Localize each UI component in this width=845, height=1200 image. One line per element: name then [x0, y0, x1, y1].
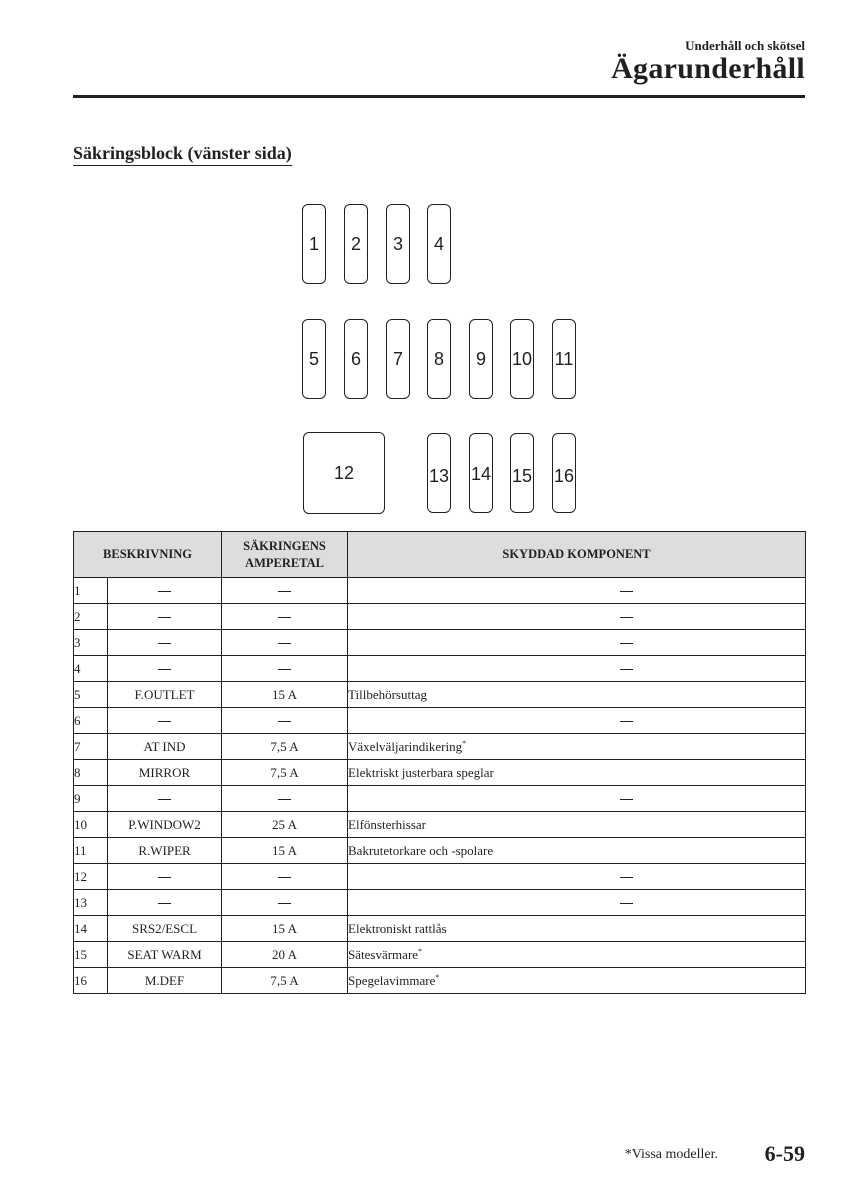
fuse-slot — [344, 204, 368, 284]
table-row — [74, 708, 806, 734]
footnote-marker: * — [435, 972, 440, 982]
fuse-slot — [302, 319, 326, 399]
table-body — [74, 578, 806, 994]
fuse-number-cell: 15 — [74, 942, 108, 968]
fuse-number-cell: 3 — [74, 630, 108, 656]
fuse-table — [73, 531, 806, 994]
fuse-label: 2 — [350, 233, 361, 254]
description-cell-text: SEAT WARM — [127, 946, 202, 962]
amperage-cell-text: 7,5 A — [270, 738, 299, 754]
amperage-cell — [222, 786, 348, 812]
component-cell-text: Bakrutetorkare och -spolare — [348, 842, 494, 858]
component-cell — [348, 682, 806, 708]
fuse-label: 13 — [428, 465, 450, 486]
fuse-slot — [427, 204, 451, 284]
header-amperage — [222, 532, 348, 578]
chapter-title: Ägarunderhåll — [611, 52, 805, 85]
header-amperage-line2: AMPERETAL — [245, 555, 324, 570]
amperage-cell — [222, 838, 348, 864]
empty-dash — [620, 903, 633, 904]
empty-dash — [278, 669, 291, 670]
fuse-label: 10 — [511, 348, 533, 369]
header-amperage-line1: SÄKRINGENS — [243, 538, 326, 553]
component-cell — [348, 604, 806, 630]
table-row — [74, 578, 806, 604]
component-cell — [348, 708, 806, 734]
description-cell — [108, 682, 222, 708]
empty-dash — [158, 799, 171, 800]
empty-dash — [158, 877, 171, 878]
component-cell-text: Elfönsterhissar — [348, 816, 426, 832]
component-cell — [348, 578, 806, 604]
table-row — [74, 786, 806, 812]
footnote-marker: * — [418, 946, 423, 956]
amperage-cell — [222, 812, 348, 838]
table-row — [74, 734, 806, 760]
fuse-label: 7 — [392, 348, 403, 369]
component-cell — [348, 916, 806, 942]
amperage-cell — [222, 578, 348, 604]
component-cell — [348, 786, 806, 812]
description-cell-text: R.WIPER — [138, 842, 191, 858]
fuse-number-cell: 7 — [74, 734, 108, 760]
description-cell — [108, 708, 222, 734]
table-row — [74, 838, 806, 864]
description-cell — [108, 812, 222, 838]
amperage-cell — [222, 682, 348, 708]
fuse-number-cell: 2 — [74, 604, 108, 630]
component-cell — [348, 656, 806, 682]
table-row — [74, 864, 806, 890]
fuse-label: 12 — [333, 462, 355, 483]
fuse-slot — [552, 433, 576, 513]
component-cell — [348, 968, 806, 994]
page-number: 6-59 — [764, 1141, 805, 1166]
empty-dash — [620, 591, 633, 592]
footnote-marker: * — [462, 738, 467, 748]
fuse-number-cell: 10 — [74, 812, 108, 838]
description-cell-text: AT IND — [143, 738, 186, 754]
empty-dash — [158, 721, 171, 722]
header-component: SKYDDAD KOMPONENT — [348, 532, 806, 578]
component-cell-text: Elektroniskt rattlås — [348, 920, 447, 936]
component-cell — [348, 838, 806, 864]
empty-dash — [278, 903, 291, 904]
empty-dash — [158, 617, 171, 618]
amperage-cell-text: 7,5 A — [270, 972, 299, 988]
amperage-cell — [222, 760, 348, 786]
empty-dash — [158, 903, 171, 904]
fuse-slot — [302, 204, 326, 284]
component-cell-text: Elektriskt justerbara speglar — [348, 764, 494, 780]
amperage-cell — [222, 708, 348, 734]
fuse-label: 11 — [554, 348, 574, 369]
empty-dash — [278, 643, 291, 644]
description-cell — [108, 890, 222, 916]
fuse-number-cell: 11 — [74, 838, 108, 864]
fuse-label: 4 — [433, 233, 444, 254]
footnote: *Vissa modeller. — [624, 1147, 718, 1162]
fuse-slot — [344, 319, 368, 399]
fuse-slot — [469, 319, 493, 399]
component-cell — [348, 812, 806, 838]
description-cell-text: MIRROR — [138, 764, 191, 780]
amperage-cell — [222, 942, 348, 968]
amperage-cell-text: 15 A — [272, 920, 297, 936]
fuse-slot — [386, 319, 410, 399]
fuse-slot — [510, 319, 534, 399]
amperage-cell — [222, 630, 348, 656]
table-row — [74, 916, 806, 942]
amperage-cell-text: 20 A — [272, 946, 297, 962]
fuse-label: 16 — [553, 465, 575, 486]
fuse-label: 8 — [433, 348, 444, 369]
description-cell — [108, 942, 222, 968]
table-row — [74, 760, 806, 786]
fuse-label: 3 — [392, 233, 403, 254]
component-cell-text: Sätesvärmare — [348, 946, 419, 962]
description-cell — [108, 760, 222, 786]
description-cell — [108, 864, 222, 890]
table-row — [74, 968, 806, 994]
fuse-label: 15 — [511, 465, 533, 486]
empty-dash — [158, 643, 171, 644]
amperage-cell — [222, 734, 348, 760]
empty-dash — [278, 877, 291, 878]
description-cell — [108, 630, 222, 656]
table-row — [74, 812, 806, 838]
description-cell — [108, 786, 222, 812]
empty-dash — [278, 591, 291, 592]
fuse-number-cell: 8 — [74, 760, 108, 786]
description-cell — [108, 968, 222, 994]
fuse-label: 14 — [470, 463, 492, 484]
header-description: BESKRIVNING — [74, 532, 222, 578]
amperage-cell-text: 15 A — [272, 686, 297, 702]
fuse-slot — [427, 433, 451, 513]
table-row — [74, 942, 806, 968]
empty-dash — [620, 617, 633, 618]
header-rule — [73, 95, 805, 98]
fuse-number-cell: 4 — [74, 656, 108, 682]
table-row — [74, 604, 806, 630]
table-row — [74, 656, 806, 682]
fuse-slot — [427, 319, 451, 399]
fuse-label: 9 — [475, 348, 486, 369]
amperage-cell — [222, 968, 348, 994]
fuse-number-cell: 16 — [74, 968, 108, 994]
description-cell — [108, 734, 222, 760]
description-cell-text: P.WINDOW2 — [128, 816, 201, 832]
table-row — [74, 682, 806, 708]
amperage-cell-text: 15 A — [272, 842, 297, 858]
component-cell — [348, 890, 806, 916]
empty-dash — [278, 799, 291, 800]
empty-dash — [278, 617, 291, 618]
description-cell — [108, 838, 222, 864]
description-cell — [108, 656, 222, 682]
amperage-cell — [222, 656, 348, 682]
component-cell-text: Tillbehörsuttag — [348, 686, 427, 702]
table-row — [74, 890, 806, 916]
empty-dash — [620, 877, 633, 878]
fuse-number-cell: 6 — [74, 708, 108, 734]
description-cell-text: M.DEF — [144, 972, 185, 988]
empty-dash — [620, 721, 633, 722]
component-cell — [348, 864, 806, 890]
amperage-cell-text: 25 A — [272, 816, 297, 832]
amperage-cell — [222, 864, 348, 890]
amperage-cell — [222, 890, 348, 916]
amperage-cell — [222, 604, 348, 630]
description-cell — [108, 916, 222, 942]
fuse-number-cell: 5 — [74, 682, 108, 708]
component-cell — [348, 630, 806, 656]
component-cell-text: Växelväljarindikering — [348, 738, 463, 754]
fuse-number-cell: 13 — [74, 890, 108, 916]
empty-dash — [158, 669, 171, 670]
description-cell — [108, 604, 222, 630]
fuse-label: 1 — [308, 233, 319, 254]
description-cell-text: F.OUTLET — [134, 686, 195, 702]
empty-dash — [620, 669, 633, 670]
component-cell-text: Spegelavimmare — [348, 972, 436, 988]
amperage-cell-text: 7,5 A — [270, 764, 299, 780]
fuse-slot — [469, 433, 493, 513]
empty-dash — [278, 721, 291, 722]
fuse-number-cell: 9 — [74, 786, 108, 812]
fuse-label: 6 — [350, 348, 361, 369]
description-cell — [108, 578, 222, 604]
fuse-number-cell: 1 — [74, 578, 108, 604]
fuse-number-cell: 12 — [74, 864, 108, 890]
component-cell — [348, 734, 806, 760]
section-label: Underhåll och skötsel — [685, 38, 805, 53]
fuse-slot-large — [303, 432, 385, 514]
fuse-slot — [386, 204, 410, 284]
amperage-cell — [222, 916, 348, 942]
fuse-slot — [552, 319, 576, 399]
fuse-slot — [510, 433, 534, 513]
table-row — [74, 630, 806, 656]
fuse-label: 5 — [308, 348, 319, 369]
description-cell-text: SRS2/ESCL — [131, 920, 198, 936]
empty-dash — [620, 643, 633, 644]
empty-dash — [620, 799, 633, 800]
fuse-number-cell: 14 — [74, 916, 108, 942]
component-cell — [348, 760, 806, 786]
table-header-row — [74, 532, 806, 578]
empty-dash — [158, 591, 171, 592]
component-cell — [348, 942, 806, 968]
subheading: Säkringsblock (vänster sida) — [73, 143, 292, 166]
